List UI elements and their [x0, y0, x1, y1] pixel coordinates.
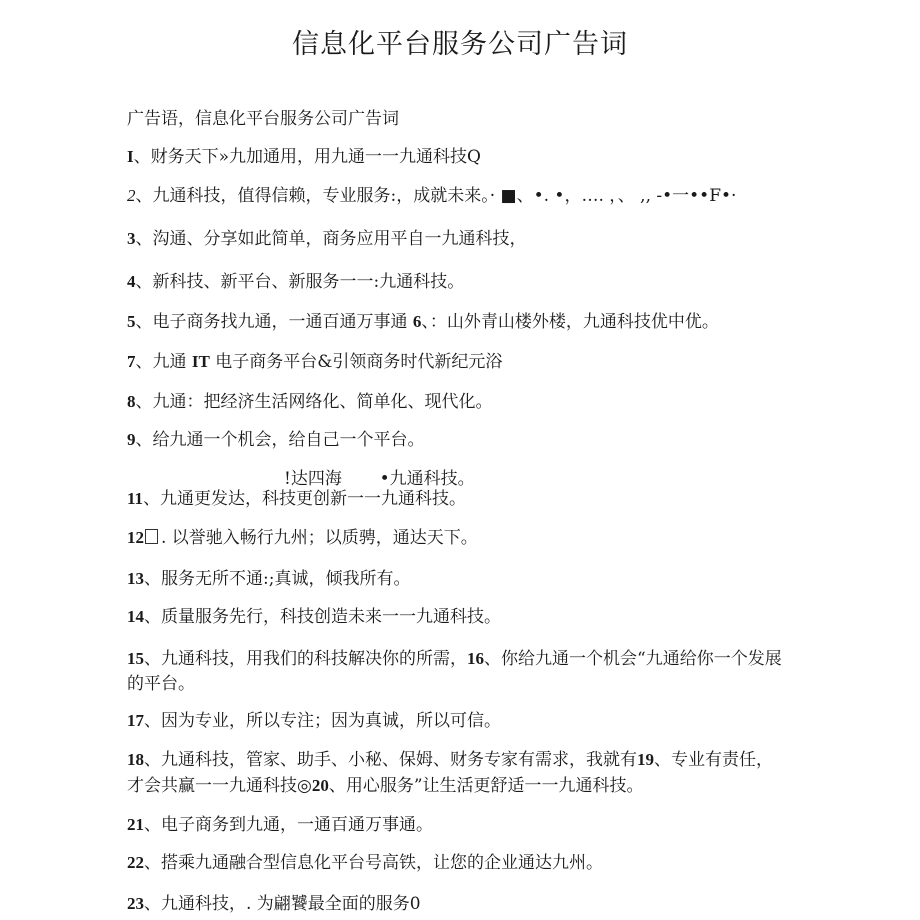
slogan-number: 5 — [127, 312, 136, 331]
slogan-number: 13 — [127, 569, 144, 588]
slogan-number: 17 — [127, 711, 144, 730]
slogan-abbrev: IT — [191, 352, 210, 371]
slogan-text: 、电子商务到九通，一通百通万事通。 — [144, 815, 433, 835]
slogan-text: 、用心服务”让生活更舒适一一九通科技。 — [328, 776, 644, 796]
slogan-23 — [127, 892, 421, 916]
slogan-number: 8 — [127, 392, 136, 411]
slogan-text: 、电子商务找九通，一通百通万事通 — [135, 312, 408, 332]
slogan-number: 4 — [127, 272, 136, 291]
slogan-text: 、沟通、分享如此简单，商务应用平自一九通科技， — [135, 229, 527, 249]
slogan-12 — [127, 526, 478, 550]
slogan-1 — [127, 145, 481, 169]
missing-glyph-box — [145, 529, 158, 544]
slogan-text: 、因为专业，所以专注；因为真诚，所以可信。 — [144, 711, 501, 731]
floating-fragment: !达四海 •九通科技。 — [284, 469, 475, 489]
intro-line: 广告语，信息化平台服务公司广告词 — [127, 109, 399, 129]
slogan-number: 7 — [127, 352, 136, 371]
slogan-text: 、：山外青山楼外楼，九通科技优中优。 — [421, 312, 719, 332]
slogan-text: 、服务无所不通:;真诚，倾我所有。 — [144, 569, 411, 589]
slogan-22 — [127, 851, 603, 875]
slogan-number: 6 — [412, 312, 422, 331]
slogan-7 — [127, 350, 502, 374]
slogan-number: 22 — [127, 853, 144, 872]
slogan-text: 、九通科技，用我们的科技解决你的所需， — [144, 649, 467, 669]
slogan-text: 、专业有责任，才会共赢一一九通科技◎ — [127, 750, 773, 796]
slogan-text: 、财务天下»九加通用，用九通一一九通科技Q — [133, 147, 481, 167]
slogan-number: 3 — [127, 229, 136, 248]
slogan-text: 、九通更发达，科技更创新一一九通科技。 — [143, 489, 467, 509]
slogan-number: 18 — [127, 750, 144, 769]
slogan-text: 、九通科技，管家、助手、小秘、保姆、财务专家有需求，我就有 — [144, 750, 637, 770]
slogan-13 — [127, 567, 410, 591]
slogan-17 — [127, 709, 501, 733]
slogan-text: 、新科技、新平台、新服务一一:九通科技。 — [135, 272, 465, 292]
slogan-5-6 — [127, 310, 719, 334]
slogan-text: . 以誉驰入畅行九州；以质骋，通达天下。 — [161, 528, 478, 548]
slogan-number: 21 — [127, 815, 144, 834]
slogan-number: 16 — [467, 649, 484, 668]
slogan-text: 电子商务平台&引领商务时代新纪元浴 — [215, 352, 503, 372]
slogan-text: 、质量服务先行，科技创造未来一一九通科技。 — [144, 607, 501, 627]
slogan-text: 、九通科技，. 为翩饕最全面的服务0 — [144, 894, 421, 914]
slogan-text: 、九通 — [135, 352, 187, 372]
slogan-text: 、给九通一个机会，给自己一个平台。 — [135, 430, 425, 450]
slogan-number: 2 — [127, 186, 136, 205]
slogan-number: 9 — [127, 430, 136, 449]
slogan-number: 14 — [127, 607, 144, 626]
slogan-number: 15 — [127, 649, 144, 668]
slogan-21 — [127, 813, 433, 837]
slogan-number: 20 — [311, 776, 329, 795]
slogan-3 — [127, 227, 527, 251]
slogan-text: 、九通：把经济生活网络化、简单化、现代化。 — [135, 392, 493, 412]
slogan-number: 11 — [127, 489, 144, 508]
slogan-18-20 — [127, 747, 787, 799]
slogan-number: 23 — [127, 894, 144, 913]
slogan-14 — [127, 605, 501, 629]
slogan-text: 、你给九通一个机会“九通给你一个发展的平台。 — [127, 649, 782, 694]
slogan-2 — [127, 184, 736, 208]
slogan-8 — [127, 390, 493, 414]
slogan-number: I — [127, 147, 134, 166]
slogan-text: 、九通科技，值得信赖，专业服务:，成就未来。· ■、•. •，…. ，、 ,, -•一••F•· — [135, 186, 737, 206]
page-title: 信息化平台服务公司广告词 — [292, 29, 628, 61]
slogan-number: 12 — [127, 528, 144, 547]
slogan-11 — [127, 487, 466, 511]
slogan-15-16 — [127, 646, 787, 697]
slogan-9 — [127, 428, 425, 452]
slogan-text: 、搭乘九通融合型信息化平台号高铁，让您的企业通达九州。 — [144, 853, 603, 873]
slogan-4 — [127, 270, 464, 294]
slogan-number: 19 — [637, 750, 654, 769]
